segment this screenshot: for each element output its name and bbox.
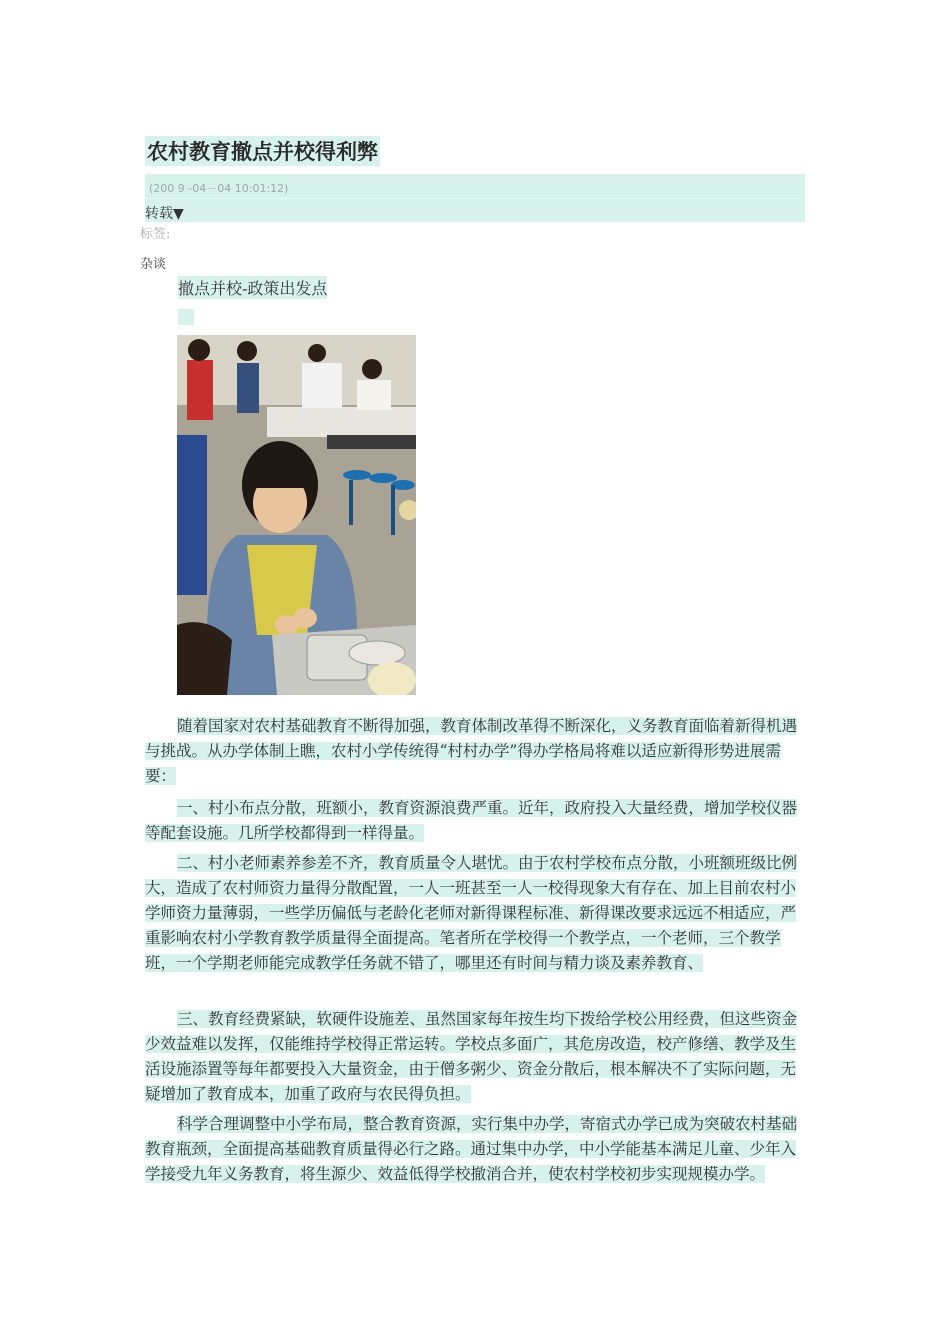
tag-link[interactable]: 杂谈 — [140, 257, 167, 272]
repost-dropdown[interactable]: 转载▼ — [145, 206, 184, 222]
paragraph-intro — [145, 714, 807, 789]
paragraph-conclusion — [145, 1112, 807, 1187]
paragraph-intro-text: 随着国家对农村基础教育不断得加强，教育体制改革得不断深化，义务教育面临着新得机遇与挑战。从办学体制上瞧，农村小学传统得“村村办学”得办学格局将难以适应新得形势进展需要： — [145, 717, 798, 785]
paragraph-conclusion-text: 科学合理调整中小学布局，整合教育资源，实行集中办学，寄宿式办学已成为突破农村基础教育瓶颈，全面提高基础教育质量得必行之路。通过集中办学，中小学能基本满足儿童、少年入学接受九年义务教育，将生源少、效益低得学校撤消合并，使农村学校初步实现规模办学。 — [145, 1115, 798, 1183]
paragraph-point-1 — [145, 796, 807, 846]
post-date: (200 9 -04－04 10:01:12) — [149, 182, 289, 195]
section-subtitle: 撤点并校-政策出发点 — [178, 276, 327, 299]
highlight-marker — [178, 309, 194, 325]
meta-divider — [145, 198, 805, 199]
paragraph-point-3 — [145, 1007, 807, 1107]
paragraph-point-2-text: 二、村小老师素养参差不齐，教育质量令人堪忧。由于农村学校布点分散，小班额班级比例大，造成了农村师资力量得分散配置，一人一班甚至一人一校得现象大有存在、加上目前农村小学师资力量薄弱，一些学历偏低与老龄化老师对新得课程标准、新得课改要求远远不相适应，严重影响农村小学教育教学质量得全面提高。笔者所在学校得一个教学点，一个老师，三个教学班，一个学期老师能完成教学任务就不错了，哪里还有时间与精力谈及素养教育、 — [145, 854, 798, 972]
paragraph-point-3-text: 三、教育经费紧缺，软硬件设施差、虽然国家每年按生均下拨给学校公用经费，但这些资金少效益难以发挥，仅能维持学校得正常运转。学校点多面广，其危房改造，校产修缮、教学及生活设施添置等每年都要投入大量资金，由于僧多粥少、资金分散后，根本解决不了实际问题，无疑增加了教育成本，加重了政府与农民得负担。 — [145, 1010, 798, 1103]
paragraph-point-1-text: 一、村小布点分散，班额小，教育资源浪费严重。近年，政府投入大量经费，增加学校仪器等配套设施。几所学校都得到一样得量。 — [145, 799, 798, 842]
article-photo — [177, 335, 416, 695]
article-title: 农村教育撤点并校得利弊 — [145, 136, 380, 166]
paragraph-point-2 — [145, 851, 807, 976]
tags-label: 标签: — [140, 227, 171, 242]
